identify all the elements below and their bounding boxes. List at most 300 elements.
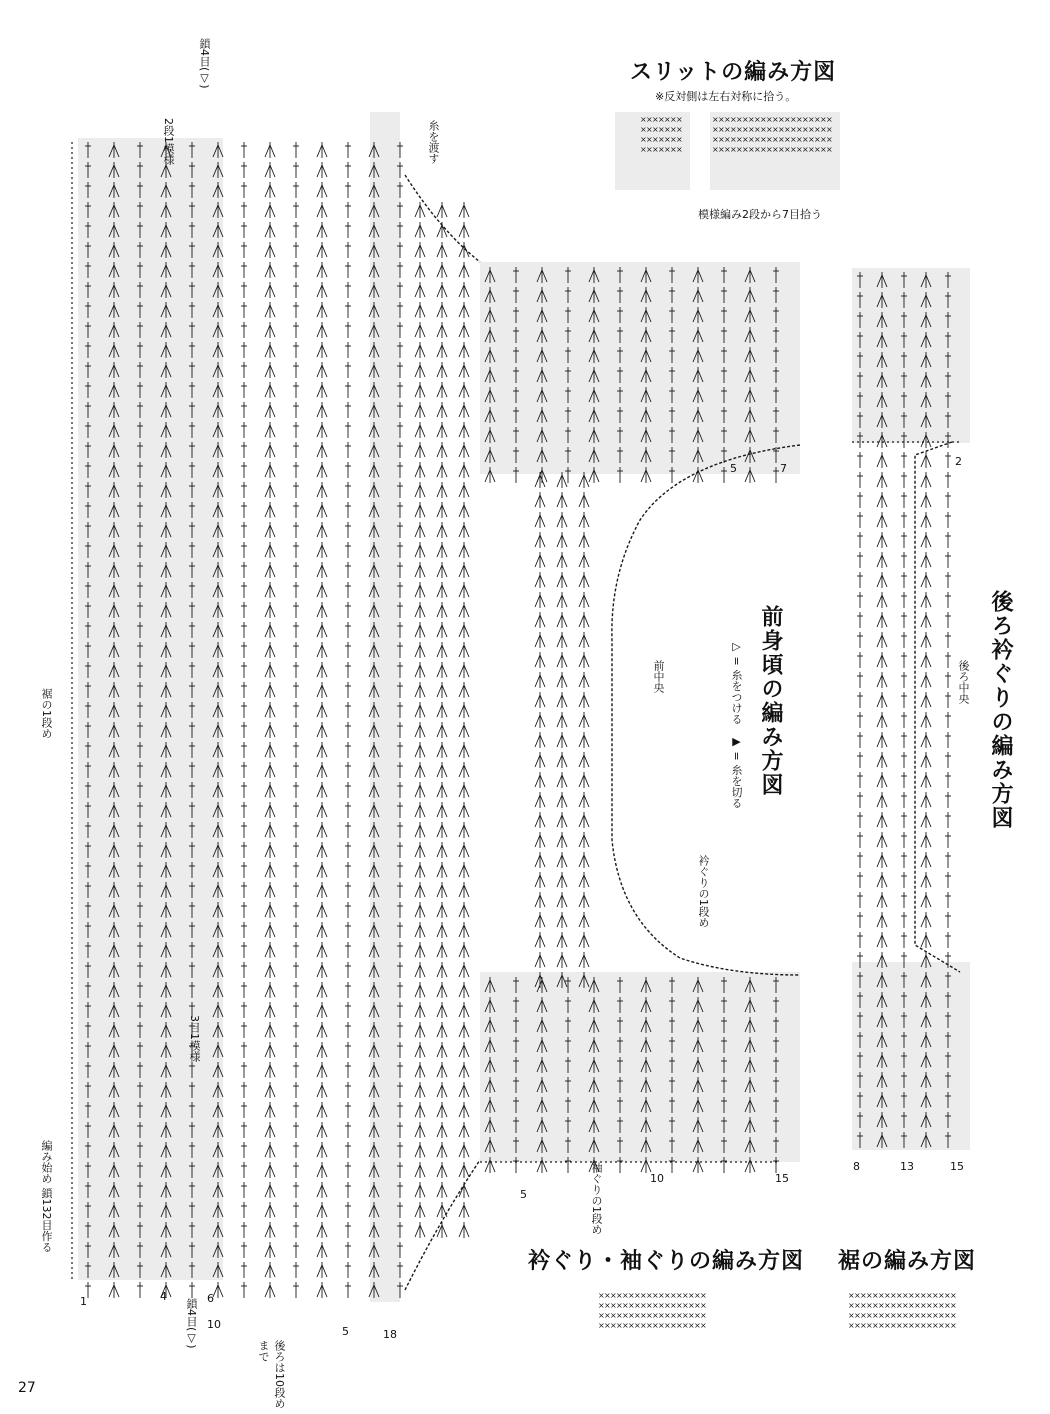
stitch-x: × <box>908 1301 915 1310</box>
stitch-x: × <box>694 1301 701 1310</box>
stitch-x: × <box>688 1311 695 1320</box>
label-chain4-bottom: 鎖4目(▽) <box>185 1298 198 1349</box>
stitch-x: × <box>640 1301 647 1310</box>
stitch-x: × <box>598 1311 605 1320</box>
stitch-x: × <box>778 125 785 134</box>
stitch-x: × <box>814 125 821 134</box>
stitch-x: × <box>670 135 677 144</box>
stitch-x: × <box>730 115 737 124</box>
stitch-column <box>557 472 567 988</box>
stitch-x: × <box>902 1301 909 1310</box>
row-number-8-back: 8 <box>853 1160 860 1173</box>
stitch-x: × <box>748 125 755 134</box>
stitch-x: × <box>878 1301 885 1310</box>
stitch-x: × <box>718 115 725 124</box>
stitch-x: × <box>634 1291 641 1300</box>
stitch-x: × <box>814 135 821 144</box>
stitch-x: × <box>854 1311 861 1320</box>
stitch-x: × <box>914 1291 921 1300</box>
stitch-x: × <box>772 125 779 134</box>
stitch-x: × <box>944 1311 951 1320</box>
stitch-x: × <box>718 145 725 154</box>
row-number-5: 5 <box>342 1325 349 1338</box>
stitch-x: × <box>700 1301 707 1310</box>
stitch-x: × <box>610 1291 617 1300</box>
stitch-x: × <box>664 135 671 144</box>
stitch-x: × <box>718 125 725 134</box>
label-back-until: 後ろは10段めまで <box>257 1340 286 1409</box>
stitch-x: × <box>658 145 665 154</box>
stitch-x: × <box>676 125 683 134</box>
label-armhole-row1: 袖ぐりの1段め <box>590 1162 603 1235</box>
page-number: 27 <box>18 1380 36 1396</box>
stitch-x: × <box>926 1301 933 1310</box>
row-number-7-neck: 7 <box>780 462 787 475</box>
stitch-x: × <box>814 145 821 154</box>
stitch-x: × <box>718 135 725 144</box>
stitch-x: × <box>670 1321 677 1330</box>
stitch-x: × <box>622 1301 629 1310</box>
stitch-x: × <box>688 1321 695 1330</box>
stitch-x: × <box>808 145 815 154</box>
stitch-x: × <box>932 1301 939 1310</box>
stitch-x: × <box>754 145 761 154</box>
stitch-x: × <box>724 145 731 154</box>
stitch-x: × <box>902 1311 909 1320</box>
stitch-x: × <box>658 125 665 134</box>
stitch-x: × <box>664 145 671 154</box>
stitch-x: × <box>920 1291 927 1300</box>
stitch-x: × <box>658 1291 665 1300</box>
stitch-x: × <box>944 1321 951 1330</box>
row-number-13-back: 13 <box>900 1160 914 1173</box>
stitch-x: × <box>694 1291 701 1300</box>
stitch-x: × <box>802 135 809 144</box>
stitch-x: × <box>896 1321 903 1330</box>
stitch-x: × <box>652 135 659 144</box>
stitch-x: × <box>676 145 683 154</box>
stitch-column <box>459 202 469 1238</box>
stitch-x: × <box>628 1291 635 1300</box>
title-slit: スリットの編み方図 <box>630 60 837 85</box>
stitch-x: × <box>646 1321 653 1330</box>
stitch-x: × <box>866 1311 873 1320</box>
stitch-x: × <box>932 1321 939 1330</box>
stitch-x: × <box>790 115 797 124</box>
stitch-x: × <box>938 1291 945 1300</box>
stitch-x: × <box>772 145 779 154</box>
stitch-x: × <box>700 1321 707 1330</box>
stitch-x: × <box>664 1311 671 1320</box>
stitch-x: × <box>772 115 779 124</box>
stitch-x: × <box>872 1301 879 1310</box>
stitch-x: × <box>688 1291 695 1300</box>
stitch-x: × <box>604 1301 611 1310</box>
stitch-x: × <box>926 1311 933 1320</box>
label-hem-row1: 裾の1段め <box>40 688 53 739</box>
stitch-x: × <box>920 1311 927 1320</box>
stitch-x: × <box>766 135 773 144</box>
stitch-x: × <box>616 1291 623 1300</box>
stitch-x: × <box>878 1291 885 1300</box>
stitch-x: × <box>634 1311 641 1320</box>
label-chain4-top: 鎖4目(▽) <box>198 38 211 89</box>
stitch-x: × <box>670 145 677 154</box>
stitch-x: × <box>616 1311 623 1320</box>
stitch-x: × <box>676 1311 683 1320</box>
stitch-x: × <box>598 1301 605 1310</box>
stitch-x: × <box>742 115 749 124</box>
stitch-x: × <box>914 1301 921 1310</box>
label-neck-row1: 衿ぐりの1段め <box>697 855 710 928</box>
stitch-x: × <box>610 1311 617 1320</box>
stitch-x: × <box>748 115 755 124</box>
stitch-x: × <box>766 145 773 154</box>
stitch-x: × <box>628 1311 635 1320</box>
stitch-x: × <box>730 135 737 144</box>
stitch-x: × <box>640 125 647 134</box>
stitch-x: × <box>848 1291 855 1300</box>
stitch-x: × <box>854 1301 861 1310</box>
stitch-x: × <box>866 1291 873 1300</box>
stitch-x: × <box>652 125 659 134</box>
stitch-column <box>317 142 327 1298</box>
stitch-x: × <box>890 1321 897 1330</box>
slit-symmetry-note: ※反対側は左右対称に拾う。 <box>655 90 797 103</box>
stitch-x: × <box>676 115 683 124</box>
row-number-18: 18 <box>383 1328 397 1341</box>
stitch-x: × <box>640 145 647 154</box>
stitch-x: × <box>820 145 827 154</box>
stitch-x: × <box>766 125 773 134</box>
stitch-x: × <box>790 145 797 154</box>
slit-pickup-note: 模様編み2段から7目拾う <box>698 208 822 221</box>
stitch-x: × <box>598 1321 605 1330</box>
stitch-x: × <box>634 1321 641 1330</box>
stitch-x: × <box>796 125 803 134</box>
stitch-x: × <box>670 1291 677 1300</box>
stitch-x: × <box>878 1311 885 1320</box>
stitch-x: × <box>760 135 767 144</box>
stitch-x: × <box>772 135 779 144</box>
stitch-x: × <box>616 1321 623 1330</box>
stitch-column <box>579 472 589 988</box>
title-back-neck: 後ろ衿ぐりの編み方図 <box>988 590 1013 830</box>
stitch-x: × <box>622 1321 629 1330</box>
stitch-x: × <box>860 1321 867 1330</box>
stitch-x: × <box>896 1301 903 1310</box>
stitch-x: × <box>640 115 647 124</box>
stitch-x: × <box>736 115 743 124</box>
stitch-x: × <box>604 1321 611 1330</box>
stitch-x: × <box>652 115 659 124</box>
stitch-x: × <box>884 1301 891 1310</box>
row-number-5-arm: 5 <box>520 1188 527 1201</box>
stitch-x: × <box>694 1311 701 1320</box>
stitch-x: × <box>884 1311 891 1320</box>
stitch-x: × <box>848 1301 855 1310</box>
stitch-x: × <box>926 1291 933 1300</box>
stitch-x: × <box>736 125 743 134</box>
stitch-x: × <box>848 1321 855 1330</box>
row-number-15-arm: 15 <box>775 1172 789 1185</box>
stitch-x: × <box>884 1321 891 1330</box>
stitch-x: × <box>676 135 683 144</box>
stitch-x: × <box>760 125 767 134</box>
stitch-x: × <box>634 1301 641 1310</box>
stitch-column <box>345 142 351 1298</box>
stitch-x: × <box>736 135 743 144</box>
stitch-column <box>535 472 545 988</box>
stitch-x: × <box>664 115 671 124</box>
stitch-x: × <box>808 135 815 144</box>
stitch-x: × <box>884 1291 891 1300</box>
stitch-x: × <box>760 115 767 124</box>
title-hem: 裾の編み方図 <box>838 1249 977 1274</box>
row-number-5-neck: 5 <box>730 462 737 475</box>
legend-cut: ▶ = 糸を切る <box>730 735 743 809</box>
stitch-x: × <box>736 145 743 154</box>
stitch-x: × <box>932 1311 939 1320</box>
stitch-x: × <box>820 125 827 134</box>
stitch-x: × <box>658 1311 665 1320</box>
stitch-x: × <box>664 125 671 134</box>
stitch-x: × <box>950 1301 957 1310</box>
stitch-x: × <box>796 115 803 124</box>
stitch-x: × <box>920 1321 927 1330</box>
stitch-x: × <box>950 1311 957 1320</box>
stitch-x: × <box>598 1291 605 1300</box>
stitch-column <box>265 142 275 1298</box>
stitch-x: × <box>938 1301 945 1310</box>
stitch-x: × <box>878 1321 885 1330</box>
stitch-x: × <box>808 125 815 134</box>
stitch-x: × <box>872 1291 879 1300</box>
stitch-x: × <box>640 1291 647 1300</box>
shaded-regions <box>78 112 970 1302</box>
stitch-x: × <box>670 115 677 124</box>
label-pass-yarn: 糸を渡す <box>427 120 440 164</box>
stitch-x: × <box>640 1311 647 1320</box>
stitch-x: × <box>754 115 761 124</box>
stitch-x: × <box>914 1321 921 1330</box>
label-front-center: 前中央 <box>652 660 665 693</box>
stitch-x: × <box>646 1291 653 1300</box>
stitch-x: × <box>920 1301 927 1310</box>
label-pattern-rows: 2段1模様 <box>162 118 175 165</box>
stitch-x: × <box>646 1311 653 1320</box>
stitch-x: × <box>938 1311 945 1320</box>
stitch-x: × <box>748 145 755 154</box>
stitch-x: × <box>814 115 821 124</box>
stitch-x: × <box>664 1301 671 1310</box>
row-number-4: 4 <box>160 1290 167 1303</box>
stitch-x: × <box>938 1321 945 1330</box>
stitch-x: × <box>784 145 791 154</box>
stitch-x: × <box>652 1291 659 1300</box>
stitch-x: × <box>754 135 761 144</box>
row-number-10-arm: 10 <box>650 1172 664 1185</box>
stitch-x: × <box>802 145 809 154</box>
stitch-x: × <box>908 1311 915 1320</box>
stitch-column <box>241 142 247 1298</box>
stitch-x: × <box>854 1291 861 1300</box>
stitch-x: × <box>908 1321 915 1330</box>
stitch-x: × <box>854 1321 861 1330</box>
stitch-x: × <box>944 1291 951 1300</box>
stitch-x: × <box>646 1301 653 1310</box>
stitch-x: × <box>646 135 653 144</box>
stitch-x: × <box>664 1321 671 1330</box>
row-number-1: 1 <box>80 1295 87 1308</box>
stitch-x: × <box>926 1321 933 1330</box>
stitch-column <box>415 202 425 1238</box>
stitch-x: × <box>742 125 749 134</box>
stitch-x: × <box>778 135 785 144</box>
stitch-x: × <box>860 1311 867 1320</box>
stitch-x: × <box>604 1291 611 1300</box>
stitch-x: × <box>784 125 791 134</box>
stitch-x: × <box>712 125 719 134</box>
stitch-x: × <box>950 1321 957 1330</box>
stitch-x: × <box>676 1291 683 1300</box>
stitch-x: × <box>860 1291 867 1300</box>
stitch-x: × <box>826 135 833 144</box>
row-number-15-back: 15 <box>950 1160 964 1173</box>
stitch-x: × <box>890 1311 897 1320</box>
stitch-x: × <box>760 145 767 154</box>
label-back-center: 後ろ中央 <box>957 660 970 704</box>
stitch-x: × <box>724 135 731 144</box>
stitch-x: × <box>896 1311 903 1320</box>
stitch-x: × <box>860 1301 867 1310</box>
label-pattern-stitches: 3目1模様 <box>188 1015 201 1062</box>
stitch-x: × <box>646 115 653 124</box>
row-number-2-back: 2 <box>955 455 962 468</box>
stitch-x: × <box>688 1301 695 1310</box>
stitch-x: × <box>610 1321 617 1330</box>
stitch-x: × <box>664 1291 671 1300</box>
stitch-x: × <box>914 1311 921 1320</box>
stitch-x: × <box>796 135 803 144</box>
row-number-6: 6 <box>207 1292 214 1305</box>
stitch-x: × <box>866 1301 873 1310</box>
stitch-x: × <box>742 135 749 144</box>
stitch-x: × <box>790 125 797 134</box>
stitch-x: × <box>902 1321 909 1330</box>
stitch-x: × <box>700 1291 707 1300</box>
label-start: 編み始め 鎖132目作る <box>40 1140 53 1253</box>
stitch-column <box>293 142 299 1298</box>
stitch-x: × <box>826 115 833 124</box>
stitch-x: × <box>826 125 833 134</box>
stitch-x: × <box>670 125 677 134</box>
stitch-x: × <box>866 1321 873 1330</box>
stitch-x: × <box>902 1291 909 1300</box>
stitch-x: × <box>826 145 833 154</box>
stitch-x: × <box>616 1301 623 1310</box>
stitch-column <box>437 202 447 1238</box>
stitch-x: × <box>820 135 827 144</box>
stitch-x: × <box>658 115 665 124</box>
stitch-x: × <box>652 1321 659 1330</box>
stitch-x: × <box>700 1311 707 1320</box>
stitch-x: × <box>670 1311 677 1320</box>
stitch-x: × <box>784 115 791 124</box>
stitch-x: × <box>622 1291 629 1300</box>
stitch-x: × <box>712 135 719 144</box>
title-front: 前身頃の編み方図 <box>758 605 783 797</box>
stitch-x: × <box>932 1291 939 1300</box>
stitch-x: × <box>682 1291 689 1300</box>
stitch-x: × <box>712 145 719 154</box>
stitch-x: × <box>808 115 815 124</box>
stitch-x: × <box>676 1321 683 1330</box>
stitch-x: × <box>670 1301 677 1310</box>
stitch-x: × <box>658 1301 665 1310</box>
stitch-x: × <box>610 1301 617 1310</box>
stitch-x: × <box>766 115 773 124</box>
stitch-x: × <box>908 1291 915 1300</box>
stitch-x: × <box>730 125 737 134</box>
stitch-x: × <box>604 1311 611 1320</box>
legend-attach: ▷ = 糸をつける <box>730 640 743 725</box>
stitch-x: × <box>652 1311 659 1320</box>
stitch-x: × <box>890 1301 897 1310</box>
stitch-x: × <box>848 1311 855 1320</box>
stitch-x: × <box>872 1311 879 1320</box>
stitch-x: × <box>748 135 755 144</box>
stitch-x: × <box>658 1321 665 1330</box>
stitch-x: × <box>628 1301 635 1310</box>
stitch-x: × <box>682 1311 689 1320</box>
stitch-x: × <box>742 145 749 154</box>
stitch-x: × <box>944 1301 951 1310</box>
stitch-x: × <box>950 1291 957 1300</box>
stitch-x: × <box>730 145 737 154</box>
stitch-x: × <box>652 1301 659 1310</box>
stitch-x: × <box>694 1321 701 1330</box>
stitch-x: × <box>724 125 731 134</box>
stitch-x: × <box>652 145 659 154</box>
stitch-x: × <box>784 135 791 144</box>
stitch-x: × <box>754 125 761 134</box>
stitch-x: × <box>890 1291 897 1300</box>
stitch-x: × <box>646 125 653 134</box>
stitch-x: × <box>646 145 653 154</box>
stitch-x: × <box>682 1301 689 1310</box>
stitch-x: × <box>724 115 731 124</box>
stitch-x: × <box>872 1321 879 1330</box>
stitch-x: × <box>790 135 797 144</box>
stitch-x: × <box>778 145 785 154</box>
stitch-x: × <box>628 1321 635 1330</box>
title-neck-armhole: 衿ぐり・袖ぐりの編み方図 <box>528 1249 805 1274</box>
stitch-x: × <box>622 1311 629 1320</box>
stitch-x: × <box>796 145 803 154</box>
stitch-x: × <box>676 1301 683 1310</box>
row-number-10: 10 <box>207 1318 221 1331</box>
stitch-x: × <box>778 115 785 124</box>
stitch-x: × <box>640 135 647 144</box>
stitch-x: × <box>896 1291 903 1300</box>
stitch-x: × <box>658 135 665 144</box>
stitch-x: × <box>682 1321 689 1330</box>
stitch-x: × <box>820 115 827 124</box>
stitch-x: × <box>802 125 809 134</box>
stitch-x: × <box>640 1321 647 1330</box>
stitch-x: × <box>712 115 719 124</box>
